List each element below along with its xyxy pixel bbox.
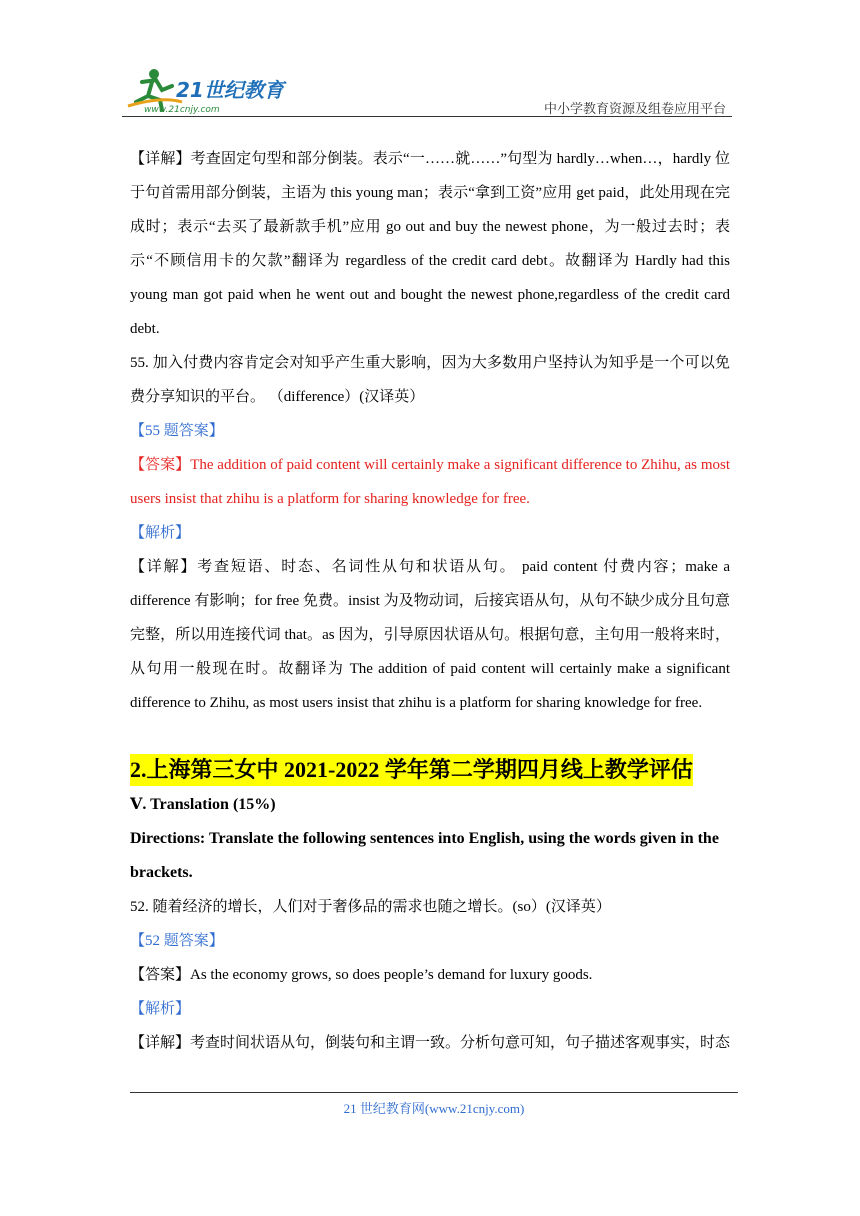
answer-label-52: 【52 题答案】: [130, 933, 224, 949]
page-footer: 21 世纪教育网(www.21cnjy.com): [343, 1101, 525, 1116]
answer-55: 【答案】The addition of paid content will certainly make a significant difference to Zhihu, as most users insist that zhihu is a platform for sharing knowledge for free.: [130, 457, 730, 507]
section-title: 2.上海第三女中 2021-2022 学年第二学期四月线上教学评估: [130, 754, 693, 786]
header-divider: [122, 116, 732, 117]
page-header: [122, 66, 732, 120]
detail-paragraph-52: 【详解】考查时间状语从句，倒装句和主谓一致。分析句意可知，句子描述客观事实，时态: [130, 1035, 731, 1051]
detail-paragraph-55: 【详解】考查短语、时态、名词性从句和状语从句。 paid content 付费内容；make a difference 有影响；for free 免费。insist 为及物动词，后接宾语从句，从句不缺少成分且句意完整，所以用连接代词 that。as 因为，引导原因状语从句。根据句意，主句用一般将来时，从句用一般现在时。故翻译为 The addition of paid content will certainly make a significant difference to Zhihu, as most users insist that zhihu is a platform for sharing knowledge for free.: [130, 559, 730, 711]
analysis-label-52: 【解析】: [130, 1001, 191, 1017]
site-logo: [122, 66, 292, 116]
detail-paragraph-54: 【详解】考查固定句型和部分倒装。表示“一……就……”句型为 hardly…when…，hardly 位于句首需用部分倒装，主语为 this young man；表示“拿到工资”应用 get paid，此处用现在完成时；表示“去买了最新款手机”应用 go out and buy the newest phone，为一般过去时；表示“不顾信用卡的欠款”翻译为 regardless of the credit card debt。故翻译为 Hardly had this young man got paid when he went out and bought the newest phone,regardless of the credit card debt.: [130, 151, 730, 337]
question-52: 52. 随着经济的增长，人们对于奢侈品的需求也随之增长。(so）(汉译英）: [130, 899, 611, 915]
footer-divider: [130, 1092, 738, 1093]
document-body: [130, 142, 730, 1060]
answer-label-55: 【55 题答案】: [130, 423, 224, 439]
svg-text:21世纪教育: 21世纪教育: [176, 78, 284, 102]
analysis-label-55: 【解析】: [130, 525, 191, 541]
translation-heading: Ⅴ. Translation (15%): [130, 796, 276, 813]
platform-name: 中小学教育资源及组卷应用平台: [543, 101, 726, 116]
directions: Directions: Translate the following sentences into English, using the words given in the brackets.: [130, 830, 719, 881]
answer-52: 【答案】As the economy grows, so does people’s demand for luxury goods.: [130, 967, 593, 983]
question-55: 55. 加入付费内容肯定会对知乎产生重大影响，因为大多数用户坚持认为知乎是一个可以免费分享知识的平台。 （difference）(汉译英）: [130, 355, 730, 405]
svg-text:www.21cnjy.com: www.21cnjy.com: [144, 105, 220, 115]
